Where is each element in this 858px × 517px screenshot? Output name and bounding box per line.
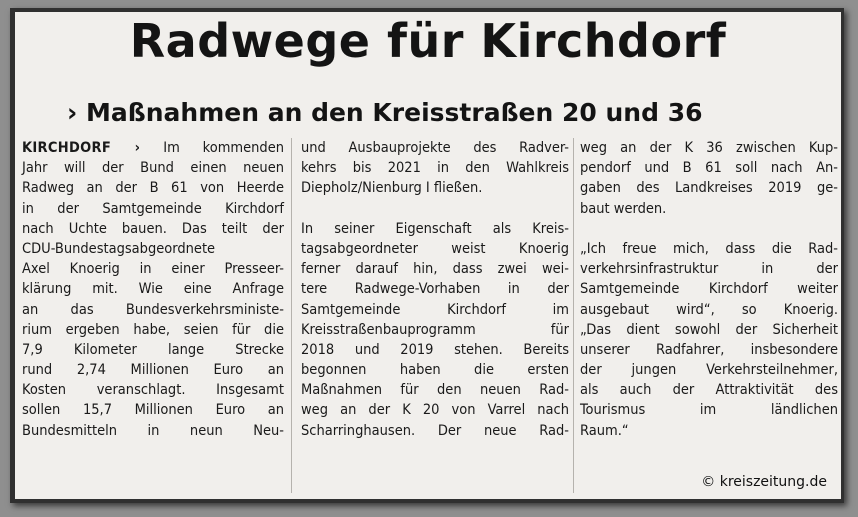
text-line: der jungen Verkehrsteilnehmer,: [580, 362, 838, 379]
text-line: verkehrsinfrastruktur in der: [580, 261, 838, 278]
text-line: tere Radwege-Vorhaben in der: [301, 281, 569, 298]
headline: Radwege für Kirchdorf: [129, 14, 727, 68]
article-column-2: [301, 138, 569, 441]
dateline: KIRCHDORF ›: [22, 140, 141, 156]
text-line: In seiner Eigenschaft als Kreis-: [301, 220, 569, 237]
text-line: begonnen haben die ersten: [301, 362, 569, 379]
text-line: baut werden.: [580, 200, 667, 217]
text-line: an das Bundesverkehrsministe-: [22, 301, 284, 318]
newspaper-clipping: [15, 12, 841, 499]
text-line: rium ergeben habe, seien für die: [22, 321, 284, 338]
text-line: Kreisstraßenbauprogramm für: [301, 321, 569, 338]
text-line: ferner darauf hin, dass zwei wei-: [301, 261, 569, 278]
text-segment: Im kommenden: [140, 140, 284, 156]
text-line: 2018 und 2019 stehen. Bereits: [301, 341, 569, 358]
text-line: Samtgemeinde Kirchdorf weiter: [580, 281, 838, 298]
text-line: CDU-Bundestagsabgeordnete: [22, 240, 216, 257]
text-line: gaben des Landkreises 2019 ge-: [580, 180, 838, 197]
text-line: Tourismus im ländlichen: [580, 402, 838, 419]
text-line: [22, 138, 284, 158]
text-line: Samtgemeinde Kirchdorf im: [301, 301, 569, 318]
text-line: kehrs bis 2021 in den Wahlkreis: [301, 160, 569, 177]
text-line: pendorf und B 61 soll nach An-: [580, 160, 838, 177]
text-line: Maßnahmen für den neuen Rad-: [301, 382, 569, 399]
text-line: Kosten veranschlagt. Insgesamt: [22, 382, 284, 399]
text-line: als auch der Attraktivität des: [580, 382, 838, 399]
text-line: und Ausbauprojekte des Radver-: [301, 140, 569, 156]
paragraph-break: [301, 199, 569, 219]
text-line: Raum.“: [580, 422, 629, 439]
article-column-1: [22, 138, 284, 441]
text-line: weg an der K 20 von Varrel nach: [301, 402, 569, 419]
text-line: „Ich freue mich, dass die Rad-: [580, 240, 838, 257]
text-line: „Das dient sowohl der Sicherheit: [580, 321, 838, 338]
article-column-3: [580, 138, 838, 441]
text-line: Bundesmitteln in neun Neu-: [22, 422, 284, 439]
text-line: weg an der K 36 zwischen Kup-: [580, 140, 838, 156]
text-line: Diepholz/Nienburg I fließen.: [301, 180, 483, 197]
column-divider: [573, 138, 574, 493]
text-line: rund 2,74 Millionen Euro an: [22, 362, 284, 379]
text-line: unserer Radfahrer, insbesondere: [580, 341, 838, 358]
copyright-credit: © kreiszeitung.de: [701, 474, 827, 490]
paragraph-break: [580, 219, 838, 239]
text-line: Radweg an der B 61 von Heerde: [22, 180, 284, 197]
text-line: Jahr will der Bund einen neuen: [22, 160, 284, 177]
text-line: sollen 15,7 Millionen Euro an: [22, 402, 284, 419]
column-divider: [291, 138, 292, 493]
text-line: Axel Knoerig in einer Presseer-: [22, 261, 284, 278]
text-line: nach Uchte bauen. Das teilt der: [22, 220, 284, 237]
text-line: tagsabgeordneter weist Knoerig: [301, 240, 569, 257]
text-line: 7,9 Kilometer lange Strecke: [22, 341, 284, 358]
subheadline: › Maßnahmen an den Kreisstraßen 20 und 36: [67, 98, 703, 127]
text-line: Scharringhausen. Der neue Rad-: [301, 422, 569, 439]
text-line: ausgebaut wird“, so Knoerig.: [580, 301, 838, 318]
text-line: klärung mit. Wie eine Anfrage: [22, 281, 284, 298]
text-line: in der Samtgemeinde Kirchdorf: [22, 200, 284, 217]
